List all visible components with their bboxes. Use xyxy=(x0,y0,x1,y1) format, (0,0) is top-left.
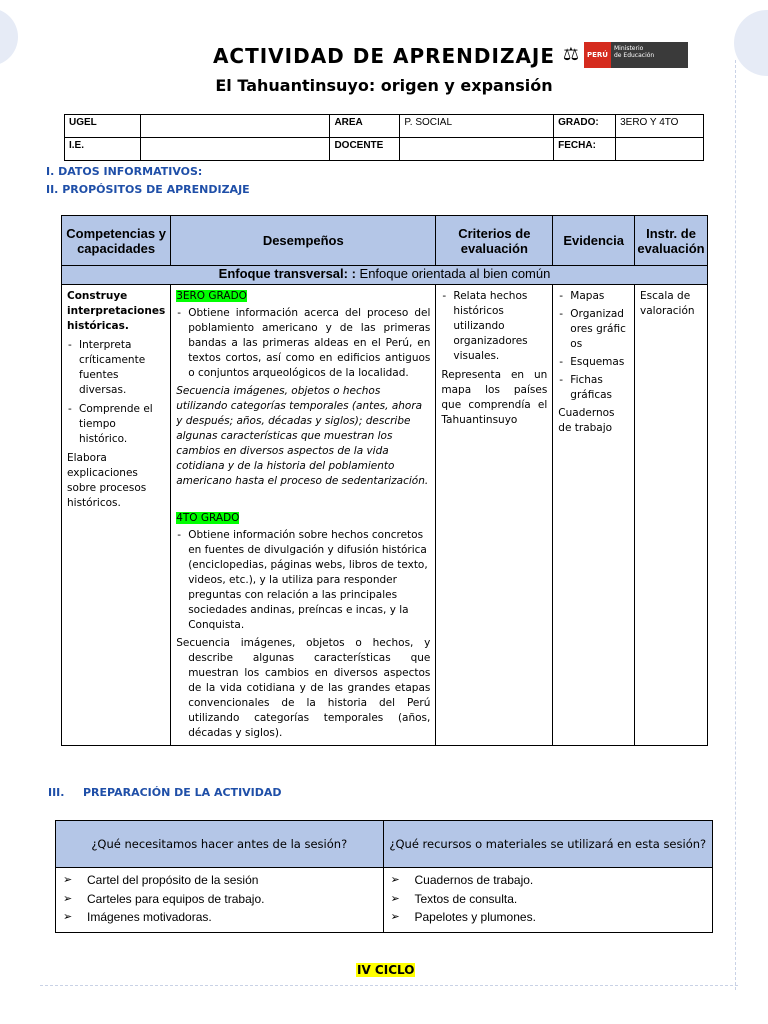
prep-header-resources: ¿Qué recursos o materiales se utilizará en esta sesión? xyxy=(383,821,713,868)
list-item: - Mapas xyxy=(558,289,629,304)
ministry-logo xyxy=(560,42,688,68)
header-evidencia: Evidencia xyxy=(553,216,635,266)
section-heading-propositos: II. PROPÓSITOS DE APRENDIZAJE xyxy=(46,183,250,196)
list-item: - Comprende el tiempo histórico. xyxy=(67,402,165,447)
section-heading-preparacion: PREPARACIÓN DE LA ACTIVIDAD xyxy=(83,786,282,799)
header-instrumento: Instr. de evaluación xyxy=(635,216,708,266)
evidencia-list xyxy=(558,289,629,403)
fecha-field[interactable] xyxy=(616,138,704,161)
grado-field[interactable]: 3ERO Y 4TO xyxy=(616,115,704,138)
instrumento-cell xyxy=(635,285,708,746)
ugel-label: UGEL xyxy=(65,115,141,138)
evidencia-note: Cuadernos de trabajo xyxy=(558,407,615,434)
header-competencias: Competencias y capacidades xyxy=(62,216,171,266)
logo-brand: PERÚ xyxy=(584,42,611,68)
page-subtitle: El Tahuantinsuyo: origen y expansión xyxy=(215,76,553,95)
prep-header-before: ¿Qué necesitamos hacer antes de la sesión? xyxy=(56,821,384,868)
fecha-label: FECHA: xyxy=(554,138,616,161)
section-heading-number: III. xyxy=(48,786,65,799)
grade4-text: Secuencia imágenes, objetos o hechos, y describe algunas características que muestran los cambios en diversos aspectos de la vida cotidiana y de las grandes etapas convencionales de la historia del Perú utilizando categorías temporales (años, décadas y siglos). xyxy=(176,637,431,739)
ie-label: I.E. xyxy=(65,138,141,161)
coat-of-arms-icon: ⚖ xyxy=(562,44,580,65)
area-label: AREA xyxy=(330,115,400,138)
list-item: ➢ Imágenes motivadoras. xyxy=(63,908,382,927)
list-item: ➢ Cuadernos de trabajo. xyxy=(391,871,712,890)
header-criterios: Criterios de evaluación xyxy=(436,216,553,266)
docente-field[interactable] xyxy=(400,138,554,161)
footer-ciclo: IV CICLO xyxy=(357,963,415,977)
preparation-table xyxy=(55,820,713,933)
ugel-field[interactable] xyxy=(140,115,330,138)
desempenos-cell xyxy=(171,285,436,746)
prep-before-cell xyxy=(56,868,384,933)
criterio-item: - Relata hechos históricos utilizando organizadores visuales. xyxy=(441,289,547,364)
area-field[interactable]: P. SOCIAL xyxy=(400,115,554,138)
criterios-cell xyxy=(436,285,553,746)
grade3-item: - Obtiene información acerca del proceso del poblamiento americano y de las primeras bandas a las primeras aldeas en el Perú, en textos cortos, así como en edificios antiguos o conjuntos arqueológicos de la localidad. xyxy=(176,306,430,381)
list-item: - Interpreta críticamente fuentes diversas. xyxy=(67,338,165,398)
instrumento-text: Escala de valoración xyxy=(640,290,695,317)
competencia-title: Construye interpretaciones históricas. xyxy=(67,290,166,332)
page-border-right xyxy=(735,60,736,990)
criterio-text: Representa en un mapa los países que comprendía el Tahuantinsuyo xyxy=(441,369,548,426)
section-heading-datos: I. DATOS INFORMATIVOS: xyxy=(46,165,203,178)
list-item: ➢ Textos de consulta. xyxy=(391,890,712,909)
logo-ministry: Ministerio de Educación xyxy=(611,42,688,68)
list-item: ➢ Carteles para equipos de trabajo. xyxy=(63,890,382,909)
prep-resources-cell xyxy=(383,868,713,933)
grade3-label: 3ERO GRADO xyxy=(176,290,247,302)
capacidades-list xyxy=(67,338,165,447)
list-item: ➢ Papelotes y plumones. xyxy=(391,908,712,927)
competencias-cell xyxy=(62,285,171,746)
list-item: - Fichas gráficas xyxy=(558,373,629,403)
header-desempenos: Desempeños xyxy=(171,216,436,266)
page-border-bottom xyxy=(40,985,738,986)
competencia-note: Elabora explicaciones sobre procesos históricos. xyxy=(67,452,147,509)
info-header-table xyxy=(64,114,704,161)
grade4-item: - Obtiene información sobre hechos concretos en fuentes de divulgación y difusión histórica (enciclopedias, páginas webs, libros de texto, videos, etc.), y la utiliza para responder preguntas con relación a las principales sociedades andinas, preíncas e incas, y la Conquista. xyxy=(176,528,430,633)
docente-label: DOCENTE xyxy=(330,138,400,161)
enfoque-transversal-row: Enfoque transversal: : Enfoque orientada al bien común xyxy=(62,266,708,285)
evidencia-cell xyxy=(553,285,635,746)
grade3-italic-text: Secuencia imágenes, objetos o hechos utilizando categorías temporales (antes, ahora y después; años, décadas y siglos); describe algunas características que muestran los cambios en diversos aspectos de la vida cotidiana y de la historia del poblamiento americano hasta el proceso de sedentarización. xyxy=(176,385,429,487)
list-item: - Esquemas xyxy=(558,355,629,370)
page-title: ACTIVIDAD DE APRENDIZAJE xyxy=(212,44,556,68)
purposes-table xyxy=(61,215,708,746)
grado-label: GRADO: xyxy=(554,115,616,138)
list-item: - Organizadores gráficos xyxy=(558,307,629,352)
grade4-label: 4TO GRADO xyxy=(176,512,240,524)
list-item: ➢ Cartel del propósito de la sesión xyxy=(63,871,382,890)
ie-field[interactable] xyxy=(140,138,330,161)
